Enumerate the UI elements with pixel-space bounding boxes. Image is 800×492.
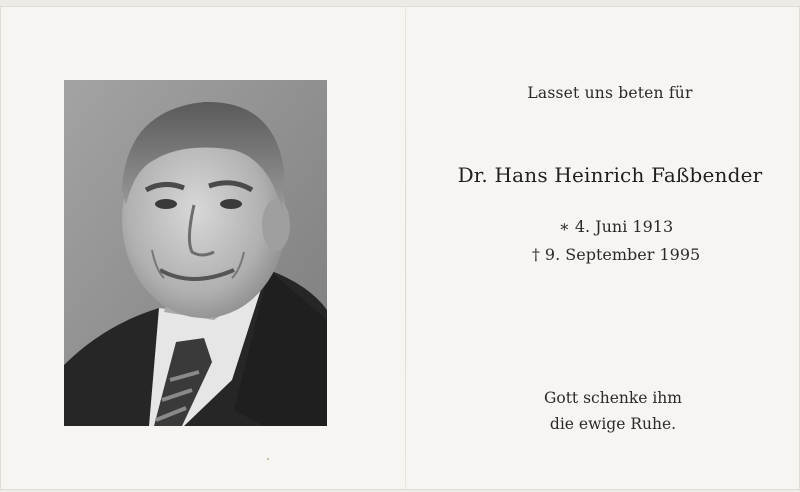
birth-date: ∗ 4. Juni 1913 (558, 217, 674, 236)
portrait-photo (64, 80, 327, 426)
paper-speck (267, 458, 269, 460)
memorial-card (0, 6, 800, 490)
blessing-line-2: die ewige Ruhe. (549, 415, 677, 433)
portrait-image (64, 80, 327, 426)
blessing-line-1: Gott schenke ihm (543, 389, 682, 407)
card-fold-line (405, 6, 406, 490)
death-date: † 9. September 1995 (531, 245, 701, 264)
intro-text: Lasset uns beten für (527, 84, 693, 102)
deceased-name: Dr. Hans Heinrich Faßbender (457, 163, 763, 187)
